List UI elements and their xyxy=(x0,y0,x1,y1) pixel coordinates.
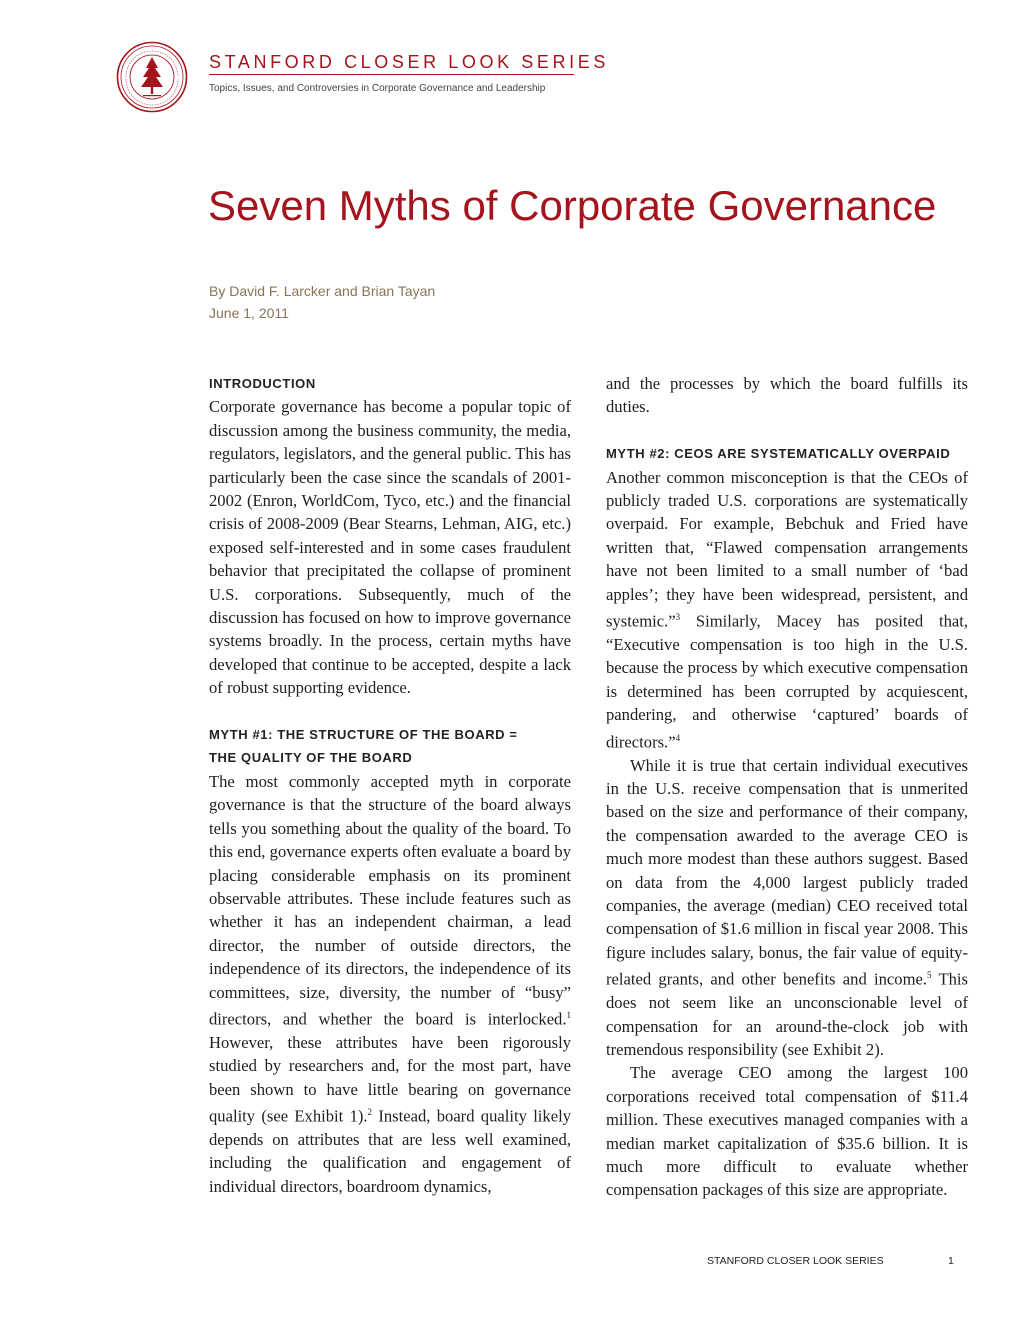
myth2-paragraph-3: The average CEO among the largest 100 corporations received total compensation of $11.4 million. These executives managed companies with a median market capitalization of $35.6 billion. It is much more difficult to evaluate whether compensation packages of this size are appropriate. xyxy=(606,1063,968,1200)
myth2-heading: MYTH #2: CEOS ARE SYSTEMATICALLY OVERPAID xyxy=(606,446,951,462)
series-subtitle: Topics, Issues, and Controversies in Corporate Governance and Leadership xyxy=(209,83,546,94)
footnote-ref-1: 1 xyxy=(566,1009,571,1020)
myth1-heading xyxy=(209,723,571,770)
left-column xyxy=(209,372,571,1198)
myth1-heading-line1: MYTH #1: THE STRUCTURE OF THE BOARD = xyxy=(209,727,518,743)
stanford-seal-icon xyxy=(116,41,188,113)
myth1-text-b: However, these attributes have been rigorously studied by researchers and, for the most part, have been shown to have little bearing on governance quality (see Exhibit 1). xyxy=(209,1032,571,1126)
footnote-ref-3: 3 xyxy=(675,612,681,623)
myth2-p1-text-b: Similarly, Macey has posited that, “Executive compensation is too high in the U.S. because the process by which executive compensation is determined has been corrupted by acquiescent, pandering, and otherwise ‘captured’ boards of directors.” xyxy=(606,611,968,752)
intro-heading: INTRODUCTION xyxy=(209,376,316,391)
myth2-paragraph-1 xyxy=(606,466,968,754)
myth1-heading-line2: THE QUALITY OF THE BOARD xyxy=(209,750,413,766)
footnote-ref-2: 2 xyxy=(367,1107,373,1118)
footnote-ref-4: 4 xyxy=(675,732,681,743)
myth2-paragraph-2 xyxy=(606,754,968,1062)
page-title: Seven Myths of Corporate Governance xyxy=(208,182,937,229)
myth2-p1-text-a: Another common misconception is that the CEOs of publicly traded U.S. corporations are systematically overpaid. For example, Bebchuk and Fried have written that, “Flawed compensation arrangements have not been limited to a small number of ‘bad apples’; they have been widespread, persistent, and systemic.” xyxy=(606,467,968,631)
authors: By David F. Larcker and Brian Tayan xyxy=(209,283,436,299)
myth2-p2-text-b: This does not seem like an unconscionable level of compensation for an around-the-clock job with tremendous responsibility (see Exhibit 2). xyxy=(606,969,968,1059)
page-number: 1 xyxy=(948,1255,954,1267)
myth2-p2-text-a: While it is true that certain individual executives in the U.S. receive compensation that is unmerited based on the size and performance of their company, the compensation awarded to the average CEO is much more modest than these authors suggest. Based on data from the 4,000 largest publicly traded companies, the average (median) CEO received total compensation of $1.6 million in fiscal year 2008. This figure includes salary, bonus, the fair value of equity-related grants, and other benefits and income. xyxy=(606,755,968,989)
myth1-paragraph xyxy=(209,770,571,1198)
byline xyxy=(209,280,435,324)
series-title: STANFORD CLOSER LOOK SERIES xyxy=(209,52,574,75)
footnote-ref-5: 5 xyxy=(927,970,932,981)
footer-series-label: STANFORD CLOSER LOOK SERIES xyxy=(707,1255,884,1267)
intro-paragraph: Corporate governance has become a popular topic of discussion among the business community, the media, regulators, legislators, and the general public. This has particularly been the case since the scandals of 2001-2002 (Enron, WorldCom, Tyco, etc.) and the financial crisis of 2008-2009 (Bear Stearns, Lehman, AIG, etc.) exposed self-interested and in some cases fraudulent behavior that precipitated the collapse of prominent U.S. corporations. Subsequently, much of the discussion has focused on how to improve governance systems broadly. In the process, certain myths have developed that continue to be accepted, despite a lack of robust supporting evidence. xyxy=(209,397,571,698)
myth1-continuation: and the processes by which the board fulfills its duties. xyxy=(606,374,968,417)
myth1-text-a: The most commonly accepted myth in corporate governance is that the structure of the board always tells you something about the quality of the board. To this end, governance experts often evaluate a board by placing considerable emphasis on its prominent observable attributes. These include features such as whether it has an independent chairman, a lead director, the number of outside directors, the independence of its directors, the independence of its committees, size, diversity, the number of “busy” directors, and whether the board is interlocked. xyxy=(209,771,571,1029)
right-column xyxy=(606,372,968,1202)
publication-date: June 1, 2011 xyxy=(209,305,289,321)
myth1-text-c: Instead, board quality likely depends on attributes that are less well examined, including the qualification and engagement of individual directors, boardroom dynamics, xyxy=(209,1106,571,1196)
